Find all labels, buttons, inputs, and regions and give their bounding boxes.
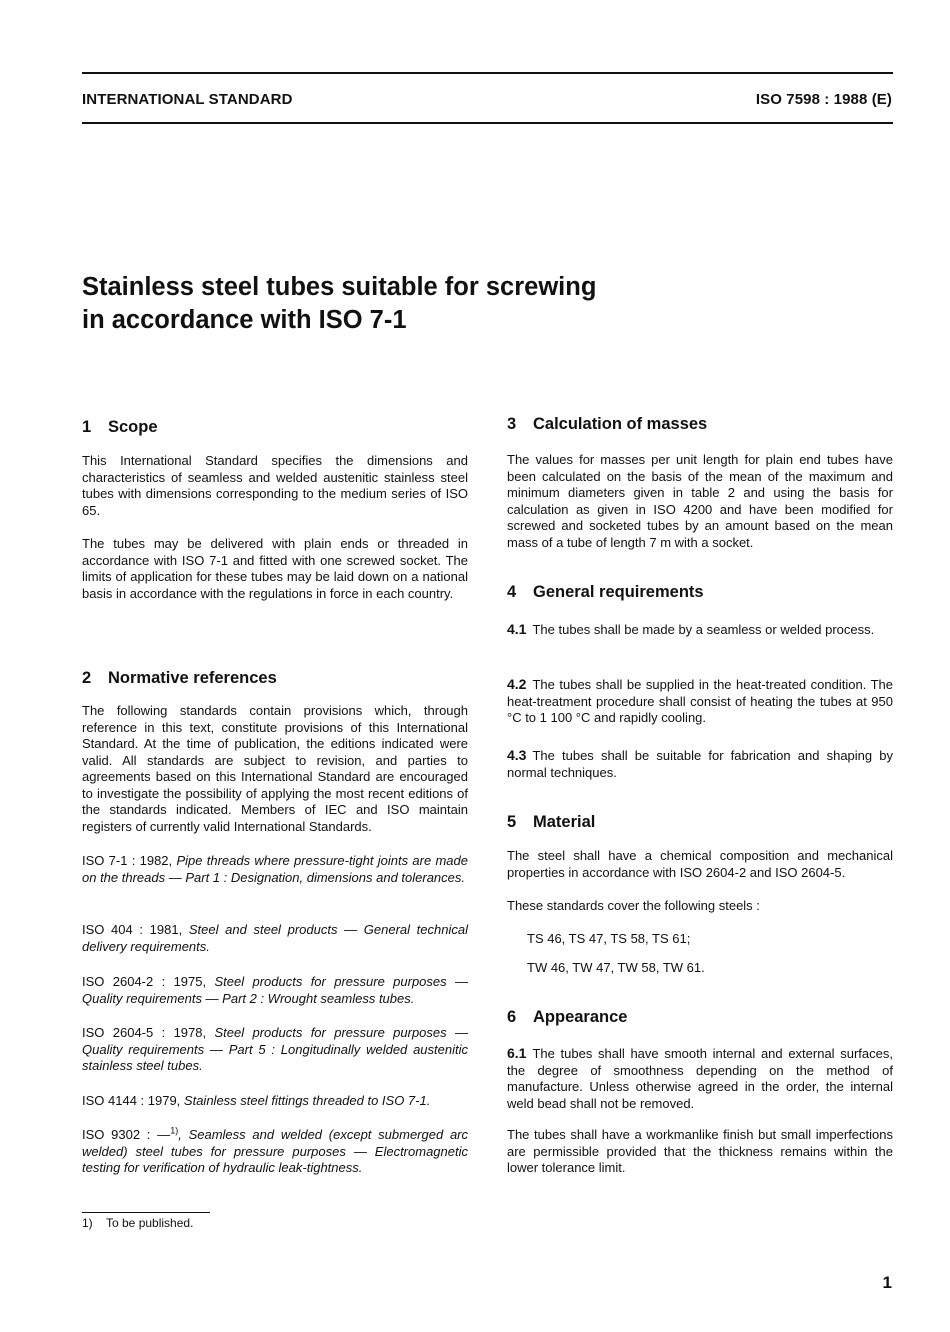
title-line-2: in accordance with ISO 7-1 [82,306,407,334]
clause-text: The tubes shall be made by a seamless or welded process. [532,622,875,637]
reference-iso-2604-2 [82,974,468,1007]
reference-iso-2604-5 [82,1025,468,1075]
scope-paragraph-1: This International Standard specifies the dimensions and characteristics of seamless and welded austenitic stainless steel tubes with dimensions corresponding to the medium series of ISO 65. [82,453,468,518]
reference-title: Pipe threads where pressure-tight joints are made on the threads — Part 1 : Designation, dimensions and tolerances. [82,853,468,885]
clause-number: 4.1 [507,621,527,637]
header-bottom-rule [82,122,893,124]
clause-number: 6.1 [507,1045,527,1061]
reference-iso-7-1 [82,853,468,886]
clause-4-1 [507,621,893,639]
reference-number: ISO 4144 : 1979, [82,1093,181,1108]
clause-number: 4.3 [507,747,527,763]
section-6-heading [507,1007,627,1027]
footnote [82,1216,193,1231]
section-number: 2 [82,669,92,687]
header-standard-number: ISO 7598 : 1988 (E) [755,91,892,108]
section-2-heading [82,668,277,688]
steel-grades-tw: TW 46, TW 47, TW 58, TW 61. [527,960,705,975]
section-number: 1 [82,418,92,436]
footnote-reference: 1) [170,1125,179,1136]
footnote-rule [82,1212,210,1213]
clause-6-1 [507,1045,893,1112]
clause-text: The tubes shall have smooth internal and external surfaces, the degree of smoothness depending on the method of manufacture. Unless otherwise agreed in the order, the internal weld bead shall not be removed. [507,1046,893,1111]
reference-title: Stainless steel fittings threaded to ISO 7-1. [183,1093,431,1108]
reference-number: ISO 2604-2 : 1975, [82,974,207,989]
section-title: Material [533,813,596,831]
clause-text: The tubes shall be supplied in the heat-treated condition. The heat-treatment procedure shall consist of heating the tubes at 950 °C to 1 100 °C and rapidly cooling. [507,677,893,725]
section-4-heading [507,582,704,602]
footnote-text: To be published. [106,1216,194,1230]
reference-title: Steel products for pressure purposes — Quality requirements — Part 5 : Longitudinally welded austenitic stainless steel tubes. [82,1025,469,1073]
steel-grades-ts: TS 46, TS 47, TS 58, TS 61; [527,931,691,946]
clause-number: 4.2 [507,676,527,692]
reference-number: ISO 2604-5 : 1978, [82,1025,207,1040]
header-standard-type: INTERNATIONAL STANDARD [82,91,293,108]
section-number: 6 [507,1008,517,1026]
section-title: Appearance [533,1008,628,1026]
reference-iso-4144 [82,1093,468,1110]
section-title: Scope [108,418,158,436]
header-top-rule [82,72,893,74]
reference-title: Steel and steel products — General technical delivery requirements. [82,922,468,954]
material-paragraph-2: These standards cover the following steels : [507,898,760,913]
reference-number: ISO 404 : 1981, [82,922,183,937]
section-3-heading [507,414,707,434]
reference-title: , Seamless and welded (except submerged arc welded) steel tubes for pressure purposes — Electromagnetic testing for verification of hydraulic leak-tightness. [82,1127,469,1175]
clause-4-2 [507,676,893,727]
section-number: 4 [507,583,517,601]
reference-title: Steel products for pressure purposes — Quality requirements — Part 2 : Wrought seamless tubes. [82,974,469,1006]
clause-text: The tubes shall be suitable for fabrication and shaping by normal techniques. [507,748,893,780]
masses-paragraph: The values for masses per unit length for plain end tubes have been calculated on the basis of the mean of the maximum and minimum diameters given in table 2 and using the basis for calculation as given in ISO 4200 and have been modified for screwed and socketed tubes by an amount based on the mean mass of a tube of length 7 m with a socket. [507,452,893,550]
scope-paragraph-2: The tubes may be delivered with plain ends or threaded in accordance with ISO 7-1 and fitted with one screwed socket. The limits of application for these tubes may be laid down on a national basis in accordance with the regulations in force in each country. [82,536,468,601]
section-title: Normative references [108,669,277,687]
section-title: Calculation of masses [533,415,708,433]
appearance-paragraph-2: The tubes shall have a workmanlike finish but small imperfections are permissible provided that the thickness remains within the lower tolerance limit. [507,1127,893,1175]
section-1-heading [82,417,158,437]
reference-number: ISO 9302 : — [82,1127,171,1142]
document-title [82,271,782,337]
section-number: 5 [507,813,517,831]
section-5-heading [507,812,595,832]
section-number: 3 [507,415,517,433]
reference-iso-9302 [82,1127,468,1177]
clause-4-3 [507,747,893,781]
reference-number: ISO 7-1 : 1982, [82,853,173,868]
footnote-mark: 1) [82,1216,93,1230]
reference-iso-404 [82,922,468,955]
page-number: 1 [882,1273,892,1292]
section-title: General requirements [533,583,704,601]
material-paragraph-1: The steel shall have a chemical composition and mechanical properties in accordance with ISO 2604-2 and ISO 2604-5. [507,848,893,880]
title-line-1: Stainless steel tubes suitable for screwing [82,273,597,301]
normative-intro: The following standards contain provisions which, through reference in this text, constitute provisions of this International Standard. At the time of publication, the editions indicated were valid. All standards are subject to revision, and parties to agreements based on this International Standard are encouraged to investigate the possibility of applying the most recent editions of the standards indicated. Members of IEC and ISO maintain registers of currently valid International Standards. [82,703,468,834]
